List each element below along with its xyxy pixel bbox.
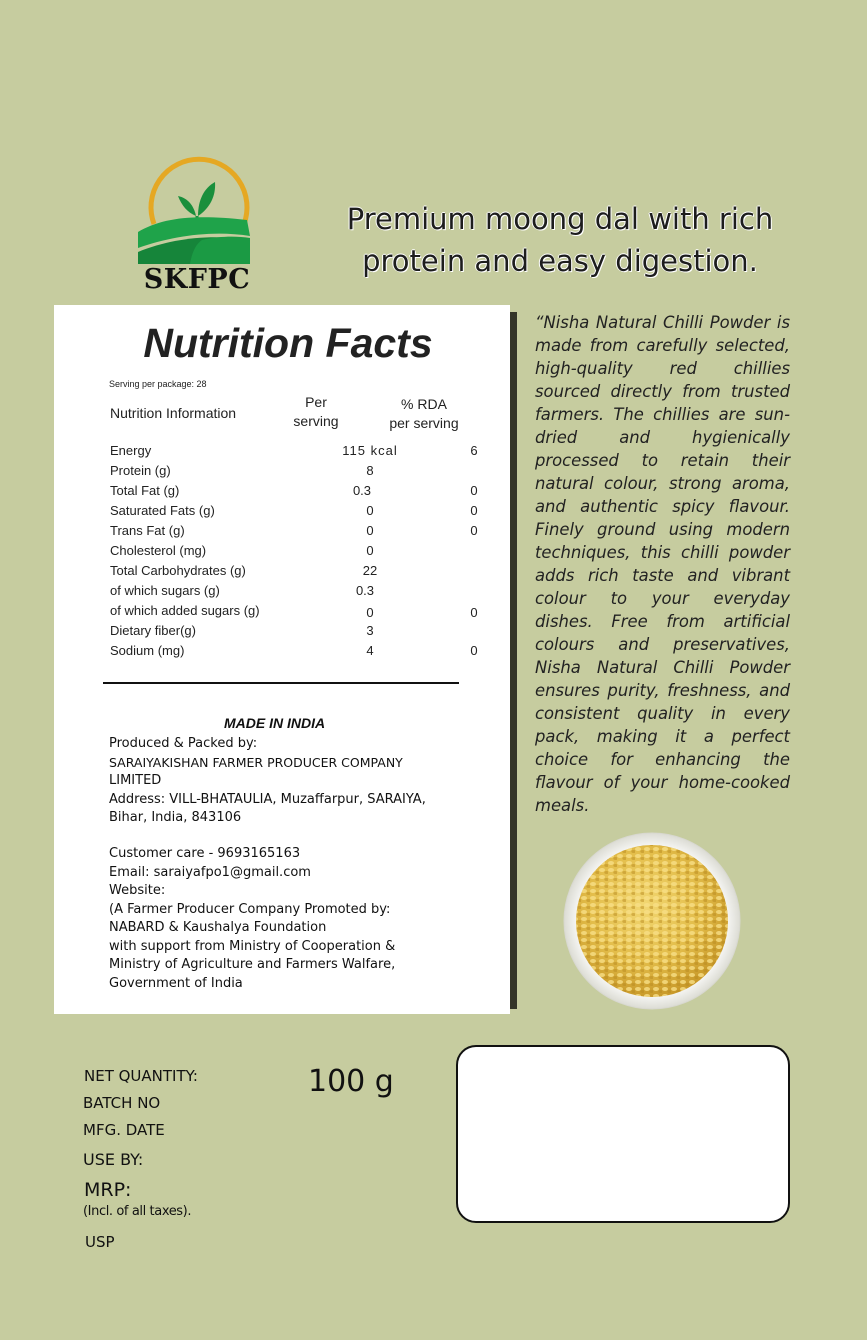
nutrient-name: Saturated Fats (g) xyxy=(110,503,215,518)
logo-text: SKFPC xyxy=(143,264,251,295)
company-name-line2: LIMITED xyxy=(109,773,162,788)
made-in-india: MADE IN INDIA xyxy=(224,715,326,731)
nutrient-per-serving: 0 xyxy=(366,605,374,620)
produced-by-label: Produced & Packed by: xyxy=(109,736,258,751)
promo-line4: Ministry of Agriculture and Farmers Walfare, xyxy=(109,957,396,972)
nutrition-row xyxy=(110,643,490,663)
panel-divider xyxy=(510,312,517,1009)
promo-line3: with support from Ministry of Cooperation & xyxy=(109,938,396,954)
nutrition-row xyxy=(110,483,490,503)
nutrient-per-serving: 0.3 xyxy=(355,583,375,598)
contact-block xyxy=(109,845,459,993)
nutrient-per-serving: 4 xyxy=(366,643,374,658)
serving-per-package: Serving per package: 28 xyxy=(109,379,207,389)
produced-by-block xyxy=(109,735,459,828)
leaf-sprout-over-fields-icon xyxy=(132,140,262,265)
mrp-label: MRP: xyxy=(84,1179,132,1201)
nutrient-per-serving: 0 xyxy=(366,503,374,518)
incl-taxes-label: (Incl. of all taxes). xyxy=(83,1204,192,1219)
nutrient-per-serving: 22 xyxy=(362,563,378,578)
nutrition-title: Nutrition Facts xyxy=(143,320,433,366)
moong-dal-bowl-image xyxy=(563,832,741,1010)
net-quantity-label: NET QUANTITY: xyxy=(84,1067,198,1085)
nutrient-name: of which sugars (g) xyxy=(110,583,220,598)
header-rda-line1: % RDA xyxy=(401,396,447,412)
nutrient-name: Energy xyxy=(110,443,152,458)
header-per-line2: serving xyxy=(293,413,339,429)
company-name-line1: SARAIYAKISHAN FARMER PRODUCER COMPANY xyxy=(109,754,403,770)
nutrition-row xyxy=(110,463,490,483)
batch-no-label: BATCH NO xyxy=(83,1094,161,1112)
nutrition-row xyxy=(110,503,490,523)
nutrient-name: Dietary fiber(g) xyxy=(110,623,196,638)
nutrient-name: Trans Fat (g) xyxy=(110,523,185,538)
nutrient-name: Cholesterol (mg) xyxy=(110,543,207,558)
nutrient-name: Total Fat (g) xyxy=(110,483,180,498)
blank-label-box xyxy=(456,1045,790,1223)
net-quantity-value: 100 g xyxy=(308,1064,394,1099)
nutrition-row xyxy=(110,563,490,583)
customer-care: Customer care - 9693165163 xyxy=(109,846,301,861)
promo-line1: (A Farmer Producer Company Promoted by: xyxy=(109,901,391,917)
usp-label: USP xyxy=(85,1233,115,1251)
product-tagline: Premium moong dal with rich protein and easy digestion. xyxy=(346,202,774,278)
nutrient-rda: 0 xyxy=(470,503,478,518)
nutrient-per-serving: 0 xyxy=(366,523,374,538)
nutrition-row xyxy=(110,603,490,623)
address-line1: Address: VILL-BHATAULIA, Muzaffarpur, SARAIYA, xyxy=(109,791,426,807)
email: Email: saraiyafpo1@gmail.com xyxy=(109,864,311,880)
nutrient-rda: 0 xyxy=(470,643,478,658)
nutrient-per-serving: 3 xyxy=(366,623,374,638)
use-by-label: USE BY: xyxy=(83,1150,144,1169)
nutrition-row xyxy=(110,523,490,543)
nutrient-rda: 6 xyxy=(470,443,478,458)
header-rda xyxy=(379,395,469,433)
moong-dal-bowl xyxy=(563,832,741,1010)
header-per-line1: Per xyxy=(305,394,327,410)
mfg-date-label: MFG. DATE xyxy=(83,1121,165,1139)
nutrient-rda: 0 xyxy=(470,523,478,538)
nutrient-per-serving: 115 kcal xyxy=(342,443,398,458)
nutrient-per-serving: 8 xyxy=(366,463,374,478)
nutrient-rda: 0 xyxy=(470,483,478,498)
promo-line5: Government of India xyxy=(109,975,243,991)
product-description: “Nisha Natural Chilli Powder is made from carefully selected, high-quality red chillies sourced directly from trusted farmers. The chillies are sun-dried and hygienically processed to retain their natural colour, strong aroma, and authentic spicy flavour. Finely ground using modern techniques, this chilli powder adds rich taste and vibrant colour to your everyday dishes. Free from artificial colours and preservatives, Nisha Natural Chilli Powder ensures purity, freshness, and consistent quality in every pack, making it a perfect choice for enhancing the flavour of your home-cooked meals. xyxy=(535,313,790,815)
address-line2: Bihar, India, 843106 xyxy=(109,810,242,825)
nutrition-row xyxy=(110,443,490,463)
nutrition-divider xyxy=(103,682,459,684)
nutrient-name: Total Carbohydrates (g) xyxy=(110,563,246,578)
nutrient-name: Sodium (mg) xyxy=(110,643,185,658)
brand-logo xyxy=(132,140,262,300)
nutrition-row xyxy=(110,623,490,643)
nutrient-rda: 0 xyxy=(470,605,478,620)
nutrient-name: of which added sugars (g) xyxy=(110,603,260,618)
website: Website: xyxy=(109,883,166,898)
nutrient-per-serving: 0.3 xyxy=(352,483,372,498)
nutrient-per-serving: 0 xyxy=(366,543,374,558)
header-rda-line2: per serving xyxy=(389,415,459,431)
nutrient-name: Protein (g) xyxy=(110,463,171,478)
nutrition-row xyxy=(110,543,490,563)
header-per-serving xyxy=(276,393,356,431)
nutrition-facts-panel xyxy=(54,305,510,1014)
nutrition-row xyxy=(110,583,490,603)
header-nutrition-information: Nutrition Information xyxy=(110,405,237,421)
promo-line2: NABARD & Kaushalya Foundation xyxy=(109,920,327,935)
